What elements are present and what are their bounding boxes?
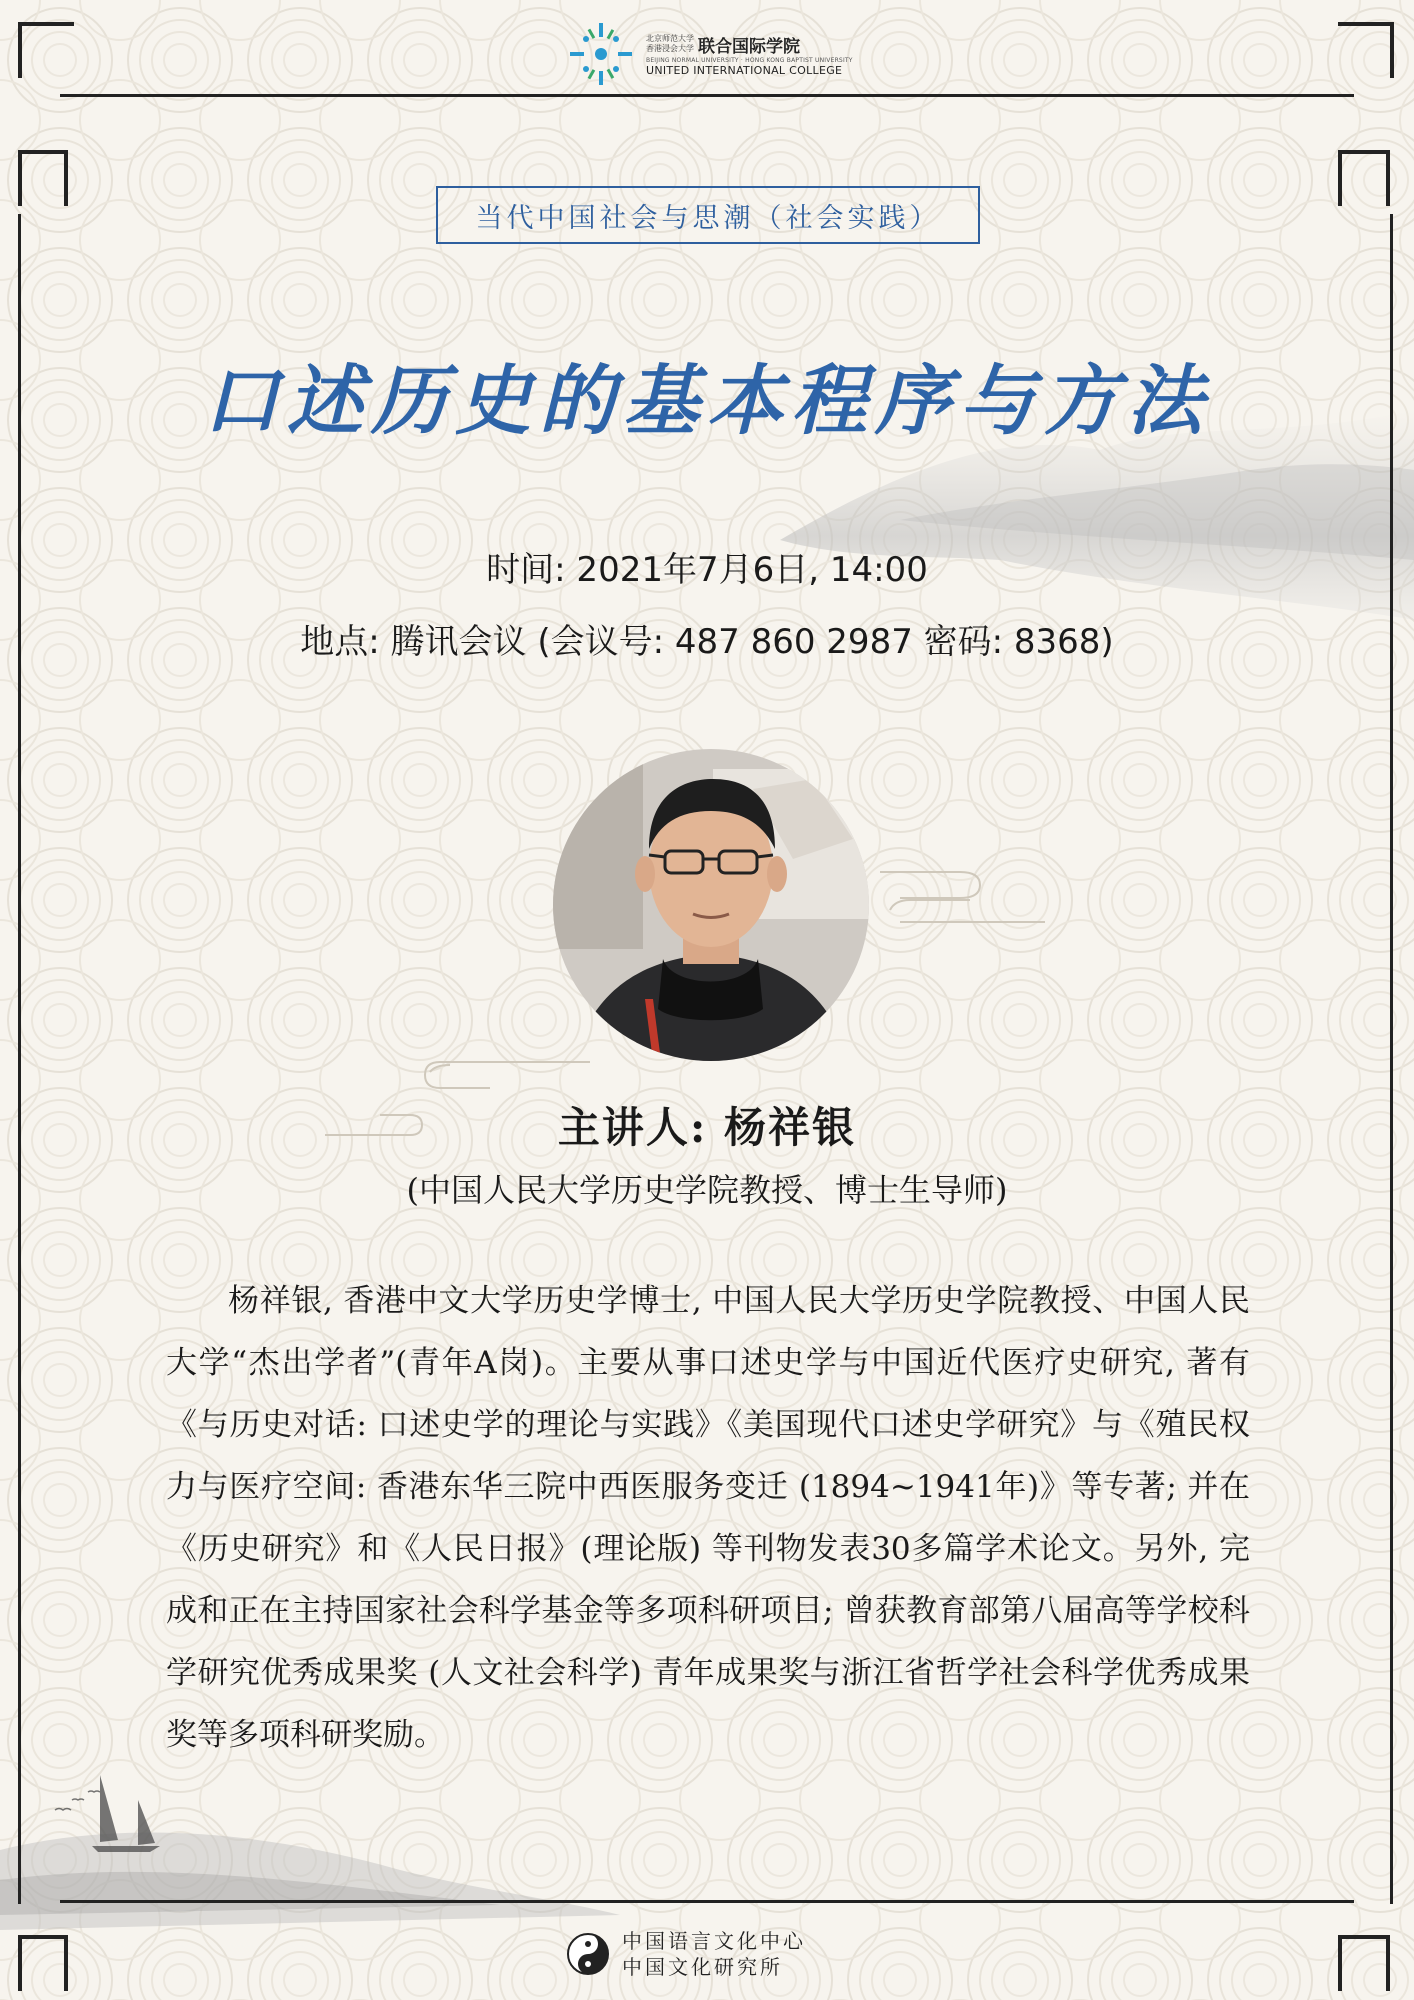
corner-ornament-bottom-right <box>1338 1935 1390 1991</box>
corner-ornament-top-right <box>1338 22 1394 78</box>
uic-emblem-icon <box>566 19 636 89</box>
corner-ornament-top-left <box>18 22 74 78</box>
logo-bnu-label: 北京师范大学 <box>646 34 694 43</box>
footer-center-name: 中国语言文化中心 <box>622 1929 806 1953</box>
logo-universities-en: BEIJING NORMAL UNIVERSITY · HONG KONG BAPTIST UNIVERSITY <box>646 56 853 64</box>
series-label: 当代中国社会与思潮（社会实践） <box>436 186 980 244</box>
speaker-name: 主讲人: 杨祥银 <box>557 1103 857 1152</box>
corner-ornament-bottom-left <box>18 1935 68 1991</box>
frame-right-line <box>1390 214 1393 1904</box>
corner-ornament-top-left-lower <box>18 150 68 206</box>
footer-logo <box>566 1924 836 1984</box>
logo-college-name: 联合国际学院 <box>698 36 800 57</box>
event-location: 地点: 腾讯会议 (会议号: 487 860 2987 密码: 8368) <box>300 622 1114 662</box>
frame-bottom-line <box>60 1900 1354 1903</box>
logo-hkbu-label: 香港浸会大学 <box>646 44 694 53</box>
uic-logo <box>566 18 856 90</box>
footer-institute-name: 中国文化研究所 <box>622 1955 783 1979</box>
speaker-portrait-image <box>553 749 869 1061</box>
frame-left-line <box>18 214 21 1904</box>
speaker-photo <box>553 749 869 1061</box>
lecture-title: 口述历史的基本程序与方法 <box>203 356 1211 445</box>
speaker-biography: 杨祥银, 香港中文大学历史学博士, 中国人民大学历史学院教授、中国人民大学“杰出学者”(青年A岗)。主要从事口述史学与中国近代医疗史研究, 著有《与历史对话: 口述史学的理论与实践》《美国现代口述史学研究》与《殖民权力与医疗空间: 香港东华三院中西医服务变迁 (1894~1941年)》等专著; 并在《历史研究》和《人民日报》(理论版) 等刊物发表30多篇学术论文。另外, 完成和正在主持国家社会科学基金等多项科研项目; 曾获教育部第八届高等学校科学研究优秀成果奖 (人文社会科学) 青年成果奖与浙江省哲学社会科学优秀成果奖等多项科研奖励。 <box>166 1283 1250 1753</box>
speaker-affiliation: (中国人民大学历史学院教授、博士生导师) <box>406 1171 1008 1209</box>
frame-top-line <box>60 94 1354 97</box>
event-time: 时间: 2021年7月6日, 14:00 <box>486 550 928 590</box>
corner-ornament-top-right-lower <box>1338 150 1390 206</box>
logo-college-en: UNITED INTERNATIONAL COLLEGE <box>646 63 843 77</box>
logo-text <box>646 32 853 77</box>
yin-yang-icon <box>566 1932 610 1976</box>
